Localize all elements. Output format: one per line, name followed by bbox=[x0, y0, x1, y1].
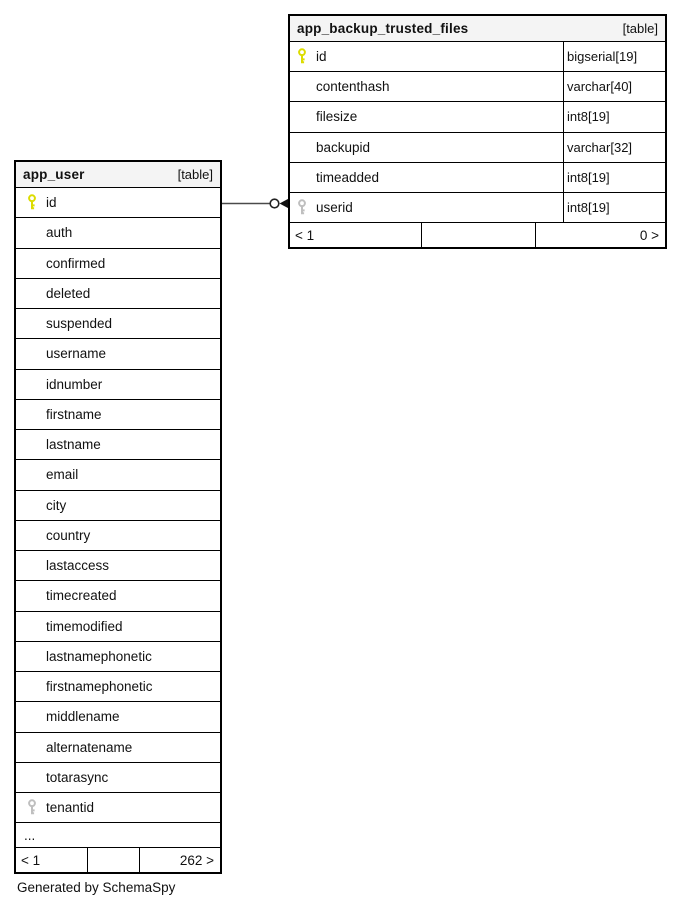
page-middle-cell bbox=[87, 848, 140, 872]
column-name: userid bbox=[316, 200, 353, 216]
relationship-zero-circle bbox=[270, 199, 279, 208]
column-name: lastaccess bbox=[46, 558, 110, 574]
column-name: auth bbox=[46, 225, 73, 241]
column-name: id bbox=[46, 195, 57, 211]
key-icon bbox=[27, 194, 37, 211]
column-name: totarasync bbox=[46, 769, 109, 785]
column-row bbox=[16, 188, 220, 218]
column-type: int8[19] bbox=[563, 193, 665, 222]
column-row bbox=[16, 763, 220, 793]
column-row bbox=[290, 193, 665, 223]
page-middle-cell bbox=[421, 223, 536, 247]
column-row bbox=[16, 672, 220, 702]
column-name: backupid bbox=[316, 139, 371, 155]
column-name-cell bbox=[16, 551, 220, 580]
paging-row bbox=[16, 848, 220, 872]
column-name-cell bbox=[16, 460, 220, 489]
column-row bbox=[16, 218, 220, 248]
column-name-cell bbox=[16, 581, 220, 610]
table-header bbox=[16, 162, 220, 188]
column-name-cell bbox=[16, 612, 220, 641]
column-name: firstnamephonetic bbox=[46, 679, 153, 695]
column-name-cell bbox=[16, 672, 220, 701]
generated-by-note: Generated by SchemaSpy bbox=[17, 880, 176, 895]
column-row bbox=[16, 551, 220, 581]
column-name: lastnamephonetic bbox=[46, 648, 152, 664]
column-name-cell bbox=[290, 72, 563, 101]
column-name: contenthash bbox=[316, 79, 390, 95]
ellipsis-row: ... bbox=[16, 823, 220, 848]
column-name-cell bbox=[16, 370, 220, 399]
column-name-cell bbox=[16, 763, 220, 792]
column-name: filesize bbox=[316, 109, 358, 125]
column-name-cell bbox=[16, 249, 220, 278]
key-icon bbox=[27, 799, 37, 816]
key-icon bbox=[297, 48, 307, 65]
column-type: varchar[32] bbox=[563, 133, 665, 162]
column-name-cell bbox=[290, 163, 563, 192]
page-prev[interactable]: < 1 bbox=[21, 852, 41, 868]
column-row bbox=[16, 612, 220, 642]
column-name-cell bbox=[16, 218, 220, 247]
column-name: idnumber bbox=[46, 376, 103, 392]
column-name: username bbox=[46, 346, 107, 362]
table-header bbox=[290, 16, 665, 42]
column-name: timeadded bbox=[316, 169, 380, 185]
column-row bbox=[16, 793, 220, 823]
column-row bbox=[16, 702, 220, 732]
column-name-cell bbox=[290, 102, 563, 131]
column-name: timecreated bbox=[46, 588, 117, 604]
page-next[interactable]: 0 > bbox=[639, 227, 659, 243]
column-row bbox=[290, 42, 665, 72]
column-name-cell bbox=[16, 702, 220, 731]
table-node-app-backup-trusted-files bbox=[288, 14, 667, 249]
table-type-badge: [table] bbox=[622, 21, 658, 36]
column-row bbox=[16, 581, 220, 611]
column-row bbox=[16, 733, 220, 763]
column-name-cell bbox=[16, 279, 220, 308]
column-name-cell bbox=[16, 521, 220, 550]
column-name: deleted bbox=[46, 285, 91, 301]
column-name: lastname bbox=[46, 437, 101, 453]
column-row bbox=[290, 102, 665, 132]
column-name-cell bbox=[16, 188, 220, 217]
column-row bbox=[16, 279, 220, 309]
column-name: suspended bbox=[46, 316, 113, 332]
column-row bbox=[16, 249, 220, 279]
column-name-cell bbox=[290, 133, 563, 162]
table-node-app-user bbox=[14, 160, 222, 874]
column-row bbox=[16, 309, 220, 339]
column-name-cell bbox=[16, 309, 220, 338]
column-name-cell bbox=[16, 642, 220, 671]
column-name-cell bbox=[16, 733, 220, 762]
column-name: firstname bbox=[46, 406, 102, 422]
column-name: email bbox=[46, 467, 79, 483]
column-name-cell bbox=[16, 793, 220, 822]
column-row bbox=[290, 72, 665, 102]
column-row bbox=[16, 642, 220, 672]
column-name-cell bbox=[16, 430, 220, 459]
column-name: id bbox=[316, 49, 327, 65]
column-name-cell bbox=[16, 400, 220, 429]
page-prev[interactable]: < 1 bbox=[295, 227, 315, 243]
column-name: tenantid bbox=[46, 800, 95, 816]
column-row bbox=[16, 460, 220, 490]
column-name: timemodified bbox=[46, 618, 123, 634]
column-row bbox=[16, 370, 220, 400]
column-type: int8[19] bbox=[563, 102, 665, 131]
table-title[interactable]: app_user bbox=[23, 167, 85, 182]
column-type: bigserial[19] bbox=[563, 42, 665, 71]
column-rows bbox=[16, 188, 220, 823]
column-row bbox=[16, 400, 220, 430]
column-name-cell bbox=[290, 42, 563, 71]
column-type: varchar[40] bbox=[563, 72, 665, 101]
column-row bbox=[290, 133, 665, 163]
column-type: int8[19] bbox=[563, 163, 665, 192]
key-icon bbox=[297, 199, 307, 216]
column-name: middlename bbox=[46, 709, 120, 725]
column-name: confirmed bbox=[46, 255, 106, 271]
column-name: city bbox=[46, 497, 67, 513]
paging-row bbox=[290, 223, 665, 247]
column-row bbox=[290, 163, 665, 193]
column-name-cell bbox=[16, 339, 220, 368]
column-row bbox=[16, 430, 220, 460]
column-name-cell bbox=[290, 193, 563, 222]
column-row bbox=[16, 339, 220, 369]
column-rows bbox=[290, 42, 665, 223]
column-row bbox=[16, 521, 220, 551]
column-name-cell bbox=[16, 491, 220, 520]
table-type-badge: [table] bbox=[177, 167, 213, 182]
table-title[interactable]: app_backup_trusted_files bbox=[297, 21, 469, 36]
column-name: country bbox=[46, 527, 91, 543]
page-next[interactable]: 262 > bbox=[179, 852, 214, 868]
column-name: alternatename bbox=[46, 739, 133, 755]
column-row bbox=[16, 491, 220, 521]
